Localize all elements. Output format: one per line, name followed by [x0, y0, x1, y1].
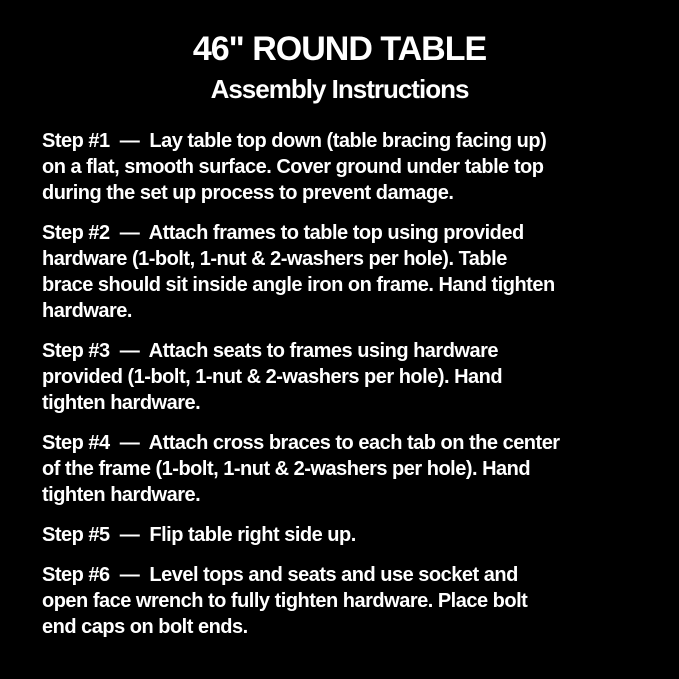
step-line: Step #6 — Level tops and seats and use socket and: [42, 564, 518, 586]
step-4: [42, 430, 649, 508]
step-line: Step #2 — Attach frames to table top using provided: [42, 222, 524, 244]
step-2: [42, 220, 649, 324]
step-line: Step #5 — Flip table right side up.: [42, 524, 356, 546]
step-3: [42, 338, 649, 416]
step-5: [42, 522, 649, 548]
page-subtitle: Assembly Instructions: [210, 74, 469, 104]
step-1: [42, 128, 649, 206]
step-line: during the set up process to prevent damage.: [42, 182, 454, 204]
step-line: hardware (1-bolt, 1-nut & 2-washers per hole). Table: [42, 248, 507, 270]
step-line: tighten hardware.: [42, 392, 201, 414]
step-6: [42, 562, 649, 640]
step-line: Step #3 — Attach seats to frames using hardware: [42, 340, 499, 362]
step-line: of the frame (1-bolt, 1-nut & 2-washers per hole). Hand: [42, 458, 531, 480]
step-line: hardware.: [42, 300, 132, 322]
step-line: brace should sit inside angle iron on frame. Hand tighten: [42, 274, 555, 296]
step-line: Step #1 — Lay table top down (table bracing facing up): [42, 130, 547, 152]
step-line: tighten hardware.: [42, 484, 201, 506]
step-line: end caps on bolt ends.: [42, 616, 248, 638]
steps-list: [0, 128, 679, 640]
step-line: Step #4 — Attach cross braces to each tab on the center: [42, 432, 560, 454]
step-line: provided (1-bolt, 1-nut & 2-washers per hole). Hand: [42, 366, 503, 388]
step-line: on a flat, smooth surface. Cover ground under table top: [42, 156, 544, 178]
step-line: open face wrench to fully tighten hardware. Place bolt: [42, 590, 528, 612]
header: [0, 30, 679, 104]
page-title: 46" ROUND TABLE: [192, 30, 487, 68]
